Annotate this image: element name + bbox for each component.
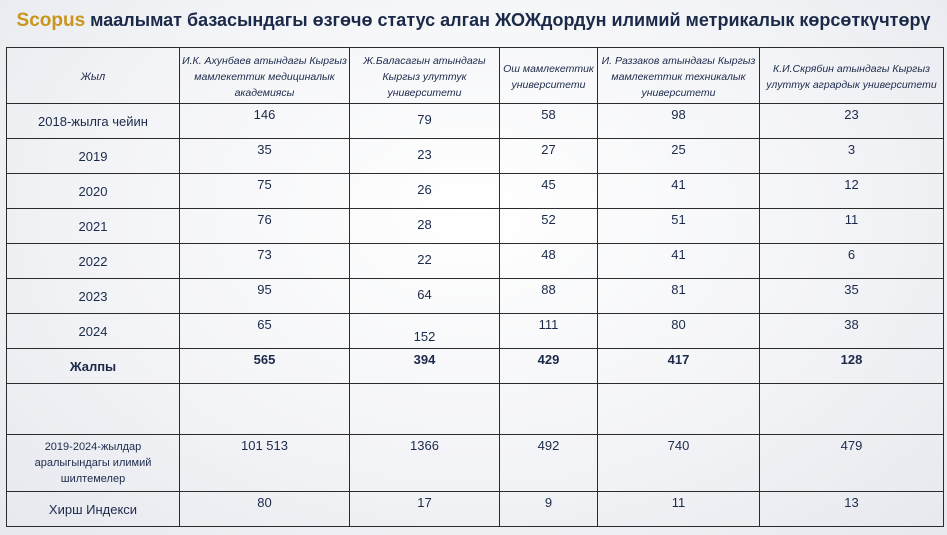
cell-value: 146 bbox=[180, 104, 350, 139]
table-row bbox=[7, 209, 944, 244]
cell-value: 12 bbox=[760, 174, 944, 209]
empty-cell bbox=[350, 384, 500, 435]
cell-value: 38 bbox=[760, 314, 944, 349]
table-row bbox=[7, 139, 944, 174]
cell-value: 48 bbox=[500, 244, 598, 279]
empty-cell bbox=[180, 384, 350, 435]
table-row bbox=[7, 314, 944, 349]
total-value: 565 bbox=[180, 349, 350, 384]
metrics-table bbox=[6, 47, 944, 527]
cell-value: 27 bbox=[500, 139, 598, 174]
cell-value: 41 bbox=[598, 244, 760, 279]
header-university: Ж.Баласагын атындагы Кыргыз улуттук университети bbox=[350, 48, 500, 104]
empty-cell bbox=[598, 384, 760, 435]
cell-value: 98 bbox=[598, 104, 760, 139]
cell-value: 52 bbox=[500, 209, 598, 244]
row-label: 2018-жылга чейин bbox=[7, 104, 180, 139]
cell-value: 25 bbox=[598, 139, 760, 174]
hirsch-label: Хирш Индекси bbox=[7, 492, 180, 527]
hirsch-row bbox=[7, 492, 944, 527]
cell-value: 95 bbox=[180, 279, 350, 314]
table-row bbox=[7, 104, 944, 139]
cell-value: 75 bbox=[180, 174, 350, 209]
cell-value: 22 bbox=[350, 244, 500, 279]
citations-value: 492 bbox=[500, 435, 598, 492]
table-row bbox=[7, 279, 944, 314]
hirsch-value: 11 bbox=[598, 492, 760, 527]
row-label: 2020 bbox=[7, 174, 180, 209]
cell-value: 64 bbox=[350, 279, 500, 314]
cell-value: 80 bbox=[598, 314, 760, 349]
header-university: Ош мамлекеттик университети bbox=[500, 48, 598, 104]
total-value: 128 bbox=[760, 349, 944, 384]
citations-value: 101 513 bbox=[180, 435, 350, 492]
row-label: 2021 bbox=[7, 209, 180, 244]
title-brand: Scopus bbox=[16, 10, 86, 31]
total-row bbox=[7, 349, 944, 384]
cell-value: 51 bbox=[598, 209, 760, 244]
header-university: К.И.Скрябин атындагы Кыргыз улуттук агрардык университети bbox=[760, 48, 944, 104]
cell-value: 26 bbox=[350, 174, 500, 209]
table-row bbox=[7, 174, 944, 209]
cell-value: 79 bbox=[350, 104, 500, 139]
cell-value: 11 bbox=[760, 209, 944, 244]
cell-value: 35 bbox=[180, 139, 350, 174]
page-title bbox=[0, 10, 947, 32]
header-year: Жыл bbox=[7, 48, 180, 104]
cell-value: 73 bbox=[180, 244, 350, 279]
hirsch-value: 13 bbox=[760, 492, 944, 527]
title-text: маалымат базасындагы өзгөчө статус алган ЖОЖдордун илимий метрикалык көрсөткүчтөрү bbox=[85, 10, 931, 30]
cell-value: 58 bbox=[500, 104, 598, 139]
citations-value: 479 bbox=[760, 435, 944, 492]
hirsch-value: 9 bbox=[500, 492, 598, 527]
cell-value: 76 bbox=[180, 209, 350, 244]
header-university: И.К. Ахунбаев атындагы Кыргыз мамлекеттик медициналык академиясы bbox=[180, 48, 350, 104]
empty-row bbox=[7, 384, 944, 435]
row-label: 2023 bbox=[7, 279, 180, 314]
total-value: 394 bbox=[350, 349, 500, 384]
hirsch-value: 17 bbox=[350, 492, 500, 527]
cell-value: 23 bbox=[350, 139, 500, 174]
cell-value: 65 bbox=[180, 314, 350, 349]
citations-value: 740 bbox=[598, 435, 760, 492]
cell-value: 35 bbox=[760, 279, 944, 314]
total-value: 417 bbox=[598, 349, 760, 384]
citations-row bbox=[7, 435, 944, 492]
cell-value: 3 bbox=[760, 139, 944, 174]
total-value: 429 bbox=[500, 349, 598, 384]
cell-value: 23 bbox=[760, 104, 944, 139]
cell-value: 88 bbox=[500, 279, 598, 314]
cell-value: 41 bbox=[598, 174, 760, 209]
empty-cell bbox=[760, 384, 944, 435]
citations-value: 1366 bbox=[350, 435, 500, 492]
cell-value: 111 bbox=[500, 314, 598, 349]
cell-value: 45 bbox=[500, 174, 598, 209]
row-label: 2024 bbox=[7, 314, 180, 349]
empty-cell bbox=[7, 384, 180, 435]
header-university: И. Раззаков атындагы Кыргыз мамлекеттик техникалык университети bbox=[598, 48, 760, 104]
cell-value: 152 bbox=[350, 314, 500, 349]
total-label: Жалпы bbox=[7, 349, 180, 384]
header-row bbox=[7, 48, 944, 104]
cell-value: 6 bbox=[760, 244, 944, 279]
cell-value: 28 bbox=[350, 209, 500, 244]
table-row bbox=[7, 244, 944, 279]
citations-label: 2019-2024-жылдар аралыгындагы илимий шилтемелер bbox=[7, 435, 180, 492]
row-label: 2019 bbox=[7, 139, 180, 174]
cell-value: 81 bbox=[598, 279, 760, 314]
row-label: 2022 bbox=[7, 244, 180, 279]
hirsch-value: 80 bbox=[180, 492, 350, 527]
empty-cell bbox=[500, 384, 598, 435]
